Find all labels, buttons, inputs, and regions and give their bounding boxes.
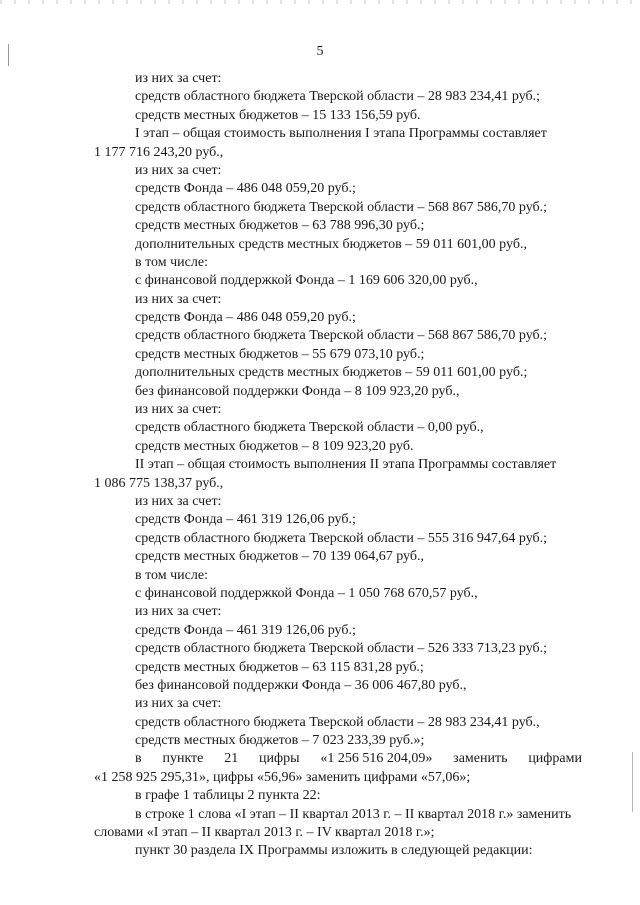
- scan-mark-right: [632, 752, 633, 812]
- text-line: средств областного бюджета Тверской области – 28 983 234,41 руб.;: [135, 89, 541, 105]
- word: в: [135, 751, 142, 767]
- text-line: в том числе:: [135, 254, 208, 270]
- text-line: 1 177 716 243,20 руб.,: [94, 144, 224, 160]
- text-line: «1 258 925 295,31», цифры «56,96» заменить цифрами «57,06»;: [94, 769, 471, 785]
- text-line: средств областного бюджета Тверской области – 568 867 586,70 руб.;: [135, 328, 548, 344]
- text-line: средств местных бюджетов – 70 139 064,67 руб.,: [135, 549, 424, 565]
- scan-edge-top: [0, 0, 640, 4]
- text-line: средств местных бюджетов – 8 109 923,20 руб.: [135, 438, 414, 454]
- text-line: средств местных бюджетов – 15 133 156,59 руб.: [135, 107, 421, 123]
- text-line: дополнительных средств местных бюджетов – 59 011 601,00 руб.;: [135, 365, 528, 381]
- text-line: из них за счет:: [135, 402, 222, 418]
- text-line: из них за счет:: [135, 696, 222, 712]
- text-line: I этап – общая стоимость выполнения I этапа Программы составляет: [135, 126, 547, 142]
- text-line: в том числе:: [135, 567, 208, 583]
- text-line: средств местных бюджетов – 55 679 073,10 руб.;: [135, 346, 425, 362]
- text-line: без финансовой поддержки Фонда – 8 109 923,20 руб.,: [135, 383, 460, 399]
- text-line: словами «I этап – II квартал 2013 г. – IV квартал 2018 г.»;: [94, 825, 435, 841]
- text-line: средств Фонда – 486 048 059,20 руб.;: [135, 181, 356, 197]
- word: заменить: [453, 751, 508, 767]
- text-line: из них за счет:: [135, 604, 222, 620]
- text-line: средств областного бюджета Тверской области – 526 333 713,23 руб.;: [135, 641, 548, 657]
- word: 21: [224, 751, 239, 767]
- text-line: средств областного бюджета Тверской области – 28 983 234,41 руб.,: [135, 714, 540, 730]
- text-line: средств областного бюджета Тверской области – 0,00 руб.,: [135, 420, 484, 436]
- text-line: без финансовой поддержки Фонда – 36 006 467,80 руб.,: [135, 677, 467, 693]
- word: цифрами: [528, 751, 582, 767]
- text-line: из них за счет:: [135, 71, 222, 86]
- text-line: II этап – общая стоимость выполнения II этапа Программы составляет: [135, 457, 557, 473]
- text-line: из них за счет:: [135, 291, 222, 307]
- justified-line: [94, 750, 582, 768]
- word: пункте: [162, 751, 204, 767]
- text-line: из них за счет:: [135, 493, 222, 509]
- page-number: 5: [316, 44, 324, 59]
- text-line: пункт 30 раздела IX Программы изложить в следующей редакции:: [135, 843, 533, 859]
- text-line: в строке 1 слова «I этап – II квартал 2013 г. – II квартал 2018 г.» заменить: [135, 806, 572, 822]
- text-line: средств местных бюджетов – 63 115 831,28 руб.;: [135, 659, 424, 675]
- text-line: в графе 1 таблицы 2 пункта 22:: [135, 788, 321, 804]
- text-line: средств Фонда – 461 319 126,06 руб.;: [135, 622, 356, 638]
- text-line: из них за счет:: [135, 162, 222, 178]
- text-line: 1 086 775 138,37 руб.,: [94, 475, 224, 491]
- text-line: с финансовой поддержкой Фонда – 1 169 606 320,00 руб.,: [135, 273, 478, 289]
- text-line: средств Фонда – 461 319 126,06 руб.;: [135, 512, 356, 528]
- text-line: средств областного бюджета Тверской области – 555 316 947,64 руб.;: [135, 530, 548, 546]
- text-line: средств областного бюджета Тверской области – 568 867 586,70 руб.;: [135, 199, 548, 215]
- word: цифры: [259, 751, 300, 767]
- text-line: средств местных бюджетов – 63 788 996,30 руб.;: [135, 218, 425, 234]
- document-body: [94, 70, 582, 861]
- text-line: с финансовой поддержкой Фонда – 1 050 768 670,57 руб.,: [135, 585, 478, 601]
- text-line: дополнительных средств местных бюджетов – 59 011 601,00 руб.,: [135, 236, 527, 252]
- word: «1 256 516 204,09»: [320, 751, 433, 767]
- text-line: средств Фонда – 486 048 059,20 руб.;: [135, 310, 356, 326]
- text-line: средств местных бюджетов – 7 023 233,39 руб.»;: [135, 733, 425, 749]
